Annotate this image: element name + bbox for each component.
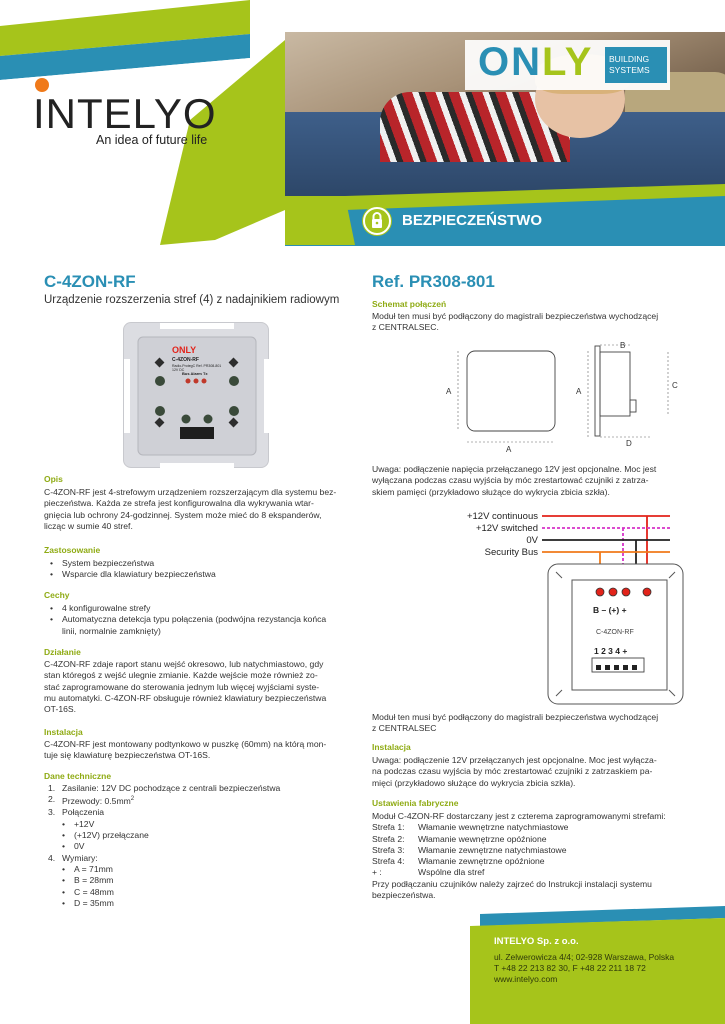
schemat-text: Moduł ten musi być podłączony do magistrali bezpieczeństwa wychodzącej z CENTRALSEC. xyxy=(372,311,659,333)
banner-white-cut xyxy=(285,196,355,245)
dane-techniczne-heading: Dane techniczne xyxy=(44,771,112,781)
device-label-line2: 12V DC xyxy=(172,368,185,372)
wire-label-12v-switched: +12V switched xyxy=(475,523,538,534)
only-logo-subtitle: BUILDING SYSTEMS xyxy=(605,47,667,83)
wire-label-0v: 0V xyxy=(526,535,538,546)
ustawienia-text: Moduł C-4ZON-RF dostarczany jest z czterema zaprogramowanymi strefami: Strefa 1: Włamanie wewnętrzne natychmiastowe Strefa 2: Włamanie wewnętrzne opóźnione Strefa 3: Włamanie zewnętrzne natychmiastowe Strefa 4: Włamanie zewnętrzne opóźnione + : Wspólne dla stref Przy podłączaniu czujników należy zajrzeć do Instrukcji instalacji systemu bezpieczeństwa. xyxy=(372,811,666,901)
padlock-icon xyxy=(362,206,392,236)
side-view-plate xyxy=(595,346,600,436)
instalacja-text-right: Uwaga: podłączenie 12V przełączanych jest opcjonalne. Moc jest wyłącza- na podczas czasu wyjścia by móc zrestartować czujniki z zatrzaskiem pa- mięci (przykładowo służące do wykrycia zbicia szkła). xyxy=(372,755,657,788)
dzialanie-text: C-4ZON-RF zdaje raport stanu wejść okresowo, lub natychmiastowo, gdy stan któregoś z wejść ulegnie zmianie. Każde wejście może również zo- stać zaprogramowane do sterowania jednym lub więcej wyjściami syste- mu automatyki. C-4ZON-RF obsługuje również klawiatury bezpieczeństwa OT-16S. xyxy=(44,659,327,715)
wiring-diagram xyxy=(430,508,690,708)
schemat-heading: Schemat połączeń xyxy=(372,299,447,309)
wire-label-12v-continuous: +12V continuous xyxy=(466,511,538,522)
footer-address: ul. Zelwerowicza 4/4; 02-928 Warszawa, Polska xyxy=(494,952,675,962)
product-ref: Ref. PR308-801 xyxy=(372,272,495,291)
instalacja-text-left: C-4ZON-RF jest montowany podtynkowo w puszkę (60mm) na którą mon- tuje się klawiaturę bezpieczeństwa OT-16S. xyxy=(44,739,327,761)
cechy-heading: Cechy xyxy=(44,590,70,600)
instalacja-heading-right: Instalacja xyxy=(372,742,411,752)
terminal-plus xyxy=(643,588,651,596)
dzialanie-heading: Działanie xyxy=(44,647,81,657)
product-name: C-4ZON-RF xyxy=(44,272,136,291)
cechy-list: • 4 konfigurowalne strefy • Automatyczna detekcja typu połączenia (podwójna rezystancja końca linii, normalnie zamknięty) xyxy=(50,603,327,636)
side-view-clip xyxy=(630,400,636,412)
device-photo xyxy=(123,322,269,468)
side-view-body xyxy=(600,352,630,416)
terminal-plus-switched xyxy=(622,588,630,596)
dim-label-a-front: A xyxy=(446,387,452,396)
header xyxy=(0,0,725,245)
intelyo-logo: INTELYO xyxy=(33,90,217,137)
terminal-top-labels: B – (+) + xyxy=(593,605,627,615)
dim-label-a-bottom: A xyxy=(506,445,512,452)
device-label-line1: Radio-ProtegC Ref. PR308-801 xyxy=(172,364,222,368)
uwaga-text: Uwaga: podłączenie napięcia przełączanego 12V jest opcjonalne. Moc jest wyłączana podczas czasu wyjścia by móc zrestartować czujniki z zatrza- skiem pamięci (przykładowo służące do wykrycia zbicia szkła). xyxy=(372,464,657,497)
dim-label-a-side: A xyxy=(576,387,582,396)
zastosowanie-list: • System bezpieczeństwa • Wsparcie dla klawiatury bezpieczeństwa xyxy=(50,558,216,580)
footer-company: INTELYO Sp. z o.o. xyxy=(494,936,579,947)
dimension-drawing xyxy=(440,342,680,452)
wire-label-security-bus: Security Bus xyxy=(484,547,538,558)
ustawienia-heading: Ustawienia fabryczne xyxy=(372,798,459,808)
modul-text: Moduł ten musi być podłączony do magistrali bezpieczeństwa wychodzącej z CENTRALSEC xyxy=(372,712,659,734)
zastosowanie-heading: Zastosowanie xyxy=(44,545,101,555)
opis-heading: Opis xyxy=(44,474,63,484)
module-model-label: C-4ZON-RF xyxy=(596,629,634,636)
dane-techniczne-list: 1. Zasilanie: 12V DC pochodzące z centrali bezpieczeństwa 2. Przewody: $0.5mm^2$ 3. Połączenia • +12V • (+12V) przełączane • 0V 4. Wymiary: • A = 71mm • B = 28mm • C = 48mm • D = 35mm xyxy=(48,783,281,908)
dim-label-d: D xyxy=(626,439,632,448)
device-label-brand: ONLY xyxy=(172,345,197,355)
instalacja-heading-left: Instalacja xyxy=(44,727,83,737)
logo-tagline: An idea of future life xyxy=(96,133,208,147)
banner-green-edge xyxy=(345,184,725,210)
terminal-b xyxy=(596,588,604,596)
front-view-outline xyxy=(467,351,555,431)
device-label-leds: Bus Alarm Tx xyxy=(182,371,208,376)
footer-phone: T +48 22 213 82 30, F +48 22 211 18 72 xyxy=(494,963,646,973)
section-title: BEZPIECZEŃSTWO xyxy=(402,212,543,229)
terminal-minus xyxy=(609,588,617,596)
terminal-bottom-labels: 1 2 3 4 + xyxy=(594,646,628,656)
device-label-model: C-4ZON-RF xyxy=(172,357,199,363)
dim-label-b: B xyxy=(620,342,626,350)
opis-text: C-4ZON-RF jest 4-strefowym urządzeniem rozszerzającym dla systemu bez- pieczeństwa. Każda ze strefa jest konfigurowalna dla wykrywania wtar- gnięcia lub ochrony 24-godzinnej. System może mieć do 8 ekspanderów, licząc w sumie 40 stref. xyxy=(44,487,337,531)
only-logo: ONLY xyxy=(478,40,594,84)
footer-web[interactable]: www.intelyo.com xyxy=(494,974,558,984)
product-subtitle: Urządzenie rozszerzenia stref (4) z nadajnikiem radiowym xyxy=(44,294,340,306)
dim-label-c: C xyxy=(672,381,678,390)
